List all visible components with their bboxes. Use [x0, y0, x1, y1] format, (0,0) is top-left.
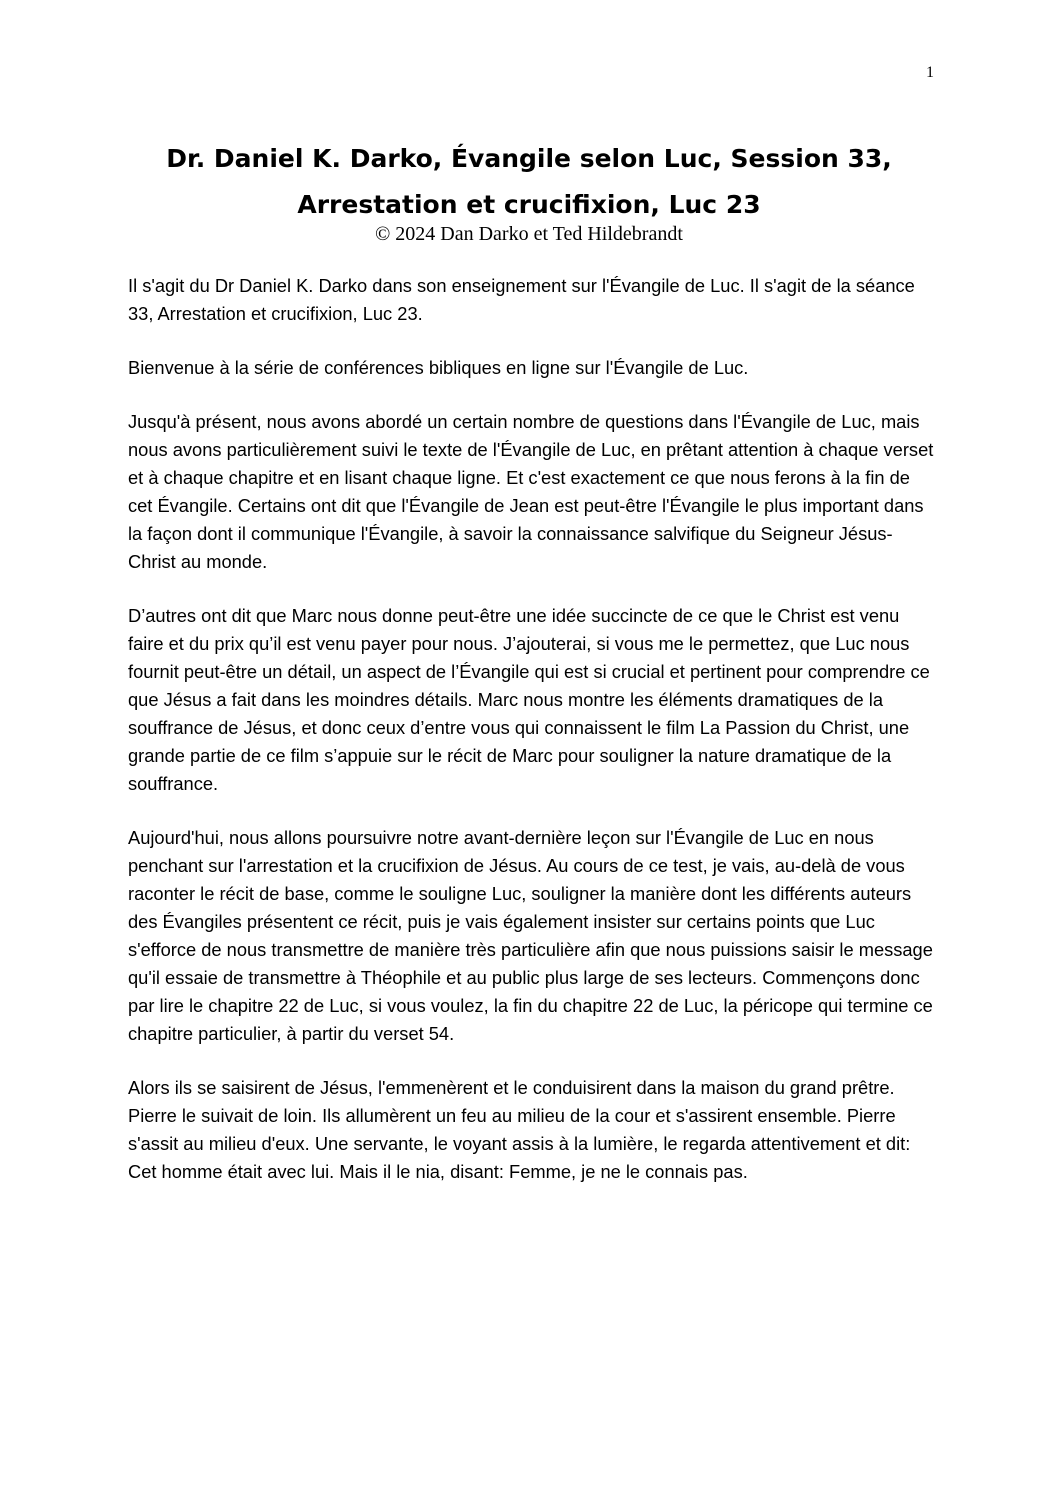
title-line-1: Dr. Daniel K. Darko, Évangile selon Luc, Session 33,: [166, 144, 892, 173]
paragraph-intro: Il s'agit du Dr Daniel K. Darko dans son enseignement sur l'Évangile de Luc. Il s'agit de la séance 33, Arrestation et crucifixion, Luc 23.: [128, 275, 915, 324]
paragraph: Jusqu'à présent, nous avons abordé un certain nombre de questions dans l'Évangile de Luc, mais nous avons particulièrement suivi le texte de l'Évangile de Luc, en prêtant attention à chaque verset et à chaque chapitre et en lisant chaque ligne. Et c'est exactement ce que nous ferons à la fin de cet Évangile. Certains ont dit que l'Évangile de Jean est peut-être l'Évangile le plus important dans la façon dont il communique l'Évangile, à savoir la connaissance salvifique du Seigneur Jésus-Christ au monde.: [128, 411, 934, 572]
page-number: 1: [926, 64, 934, 81]
document-title: [100, 136, 958, 228]
paragraph-welcome: Bienvenue à la série de conférences bibliques en ligne sur l'Évangile de Luc.: [128, 357, 749, 378]
document-body: [128, 272, 936, 1212]
title-line-2: Arrestation et crucifixion, Luc 23: [297, 190, 761, 219]
paragraph: D’autres ont dit que Marc nous donne peut-être une idée succincte de ce que le Christ est venu faire et du prix qu’il est venu payer pour nous. J’ajouterai, si vous me le permettez, que Luc nous fournit peut-être un détail, un aspect de l’Évangile qui est si crucial et pertinent pour comprendre ce que Jésus a fait dans les moindres détails. Marc nous montre les éléments dramatiques de la souffrance de Jésus, et donc ceux d’entre vous qui connaissent le film La Passion du Christ, une grande partie de ce film s’appuie sur le récit de Marc pour souligner la nature dramatique de la souffrance.: [128, 605, 930, 794]
paragraph: Aujourd'hui, nous allons poursuivre notre avant-dernière leçon sur l'Évangile de Luc en nous penchant sur l'arrestation et la crucifixion de Jésus. Au cours de ce test, je vais, au-delà de vous raconter le récit de base, comme le souligne Luc, souligner la manière dont les différents auteurs des Évangiles présentent ce récit, puis je vais également insister sur certains points que Luc s'efforce de nous transmettre de manière très particulière afin que nous puissions saisir le message qu'il essaie de transmettre à Théophile et au public plus large de ses lecteurs. Commençons donc par lire le chapitre 22 de Luc, si vous voulez, la fin du chapitre 22 de Luc, la péricope qui termine ce chapitre particulier, à partir du verset 54.: [128, 827, 933, 1044]
paragraph-scripture-quote: Alors ils se saisirent de Jésus, l'emmenèrent et le conduisirent dans la maison du grand prêtre. Pierre le suivait de loin. Ils allumèrent un feu au milieu de la cour et s'assirent ensemble. Pierre s'assit au milieu d'eux. Une servante, le voyant assis à la lumière, le regarda attentivement et dit: Cet homme était avec lui. Mais il le nia, disant: Femme, je ne le connais pas.: [128, 1077, 911, 1182]
copyright-notice: © 2024 Dan Darko et Ted Hildebrandt: [375, 223, 683, 245]
